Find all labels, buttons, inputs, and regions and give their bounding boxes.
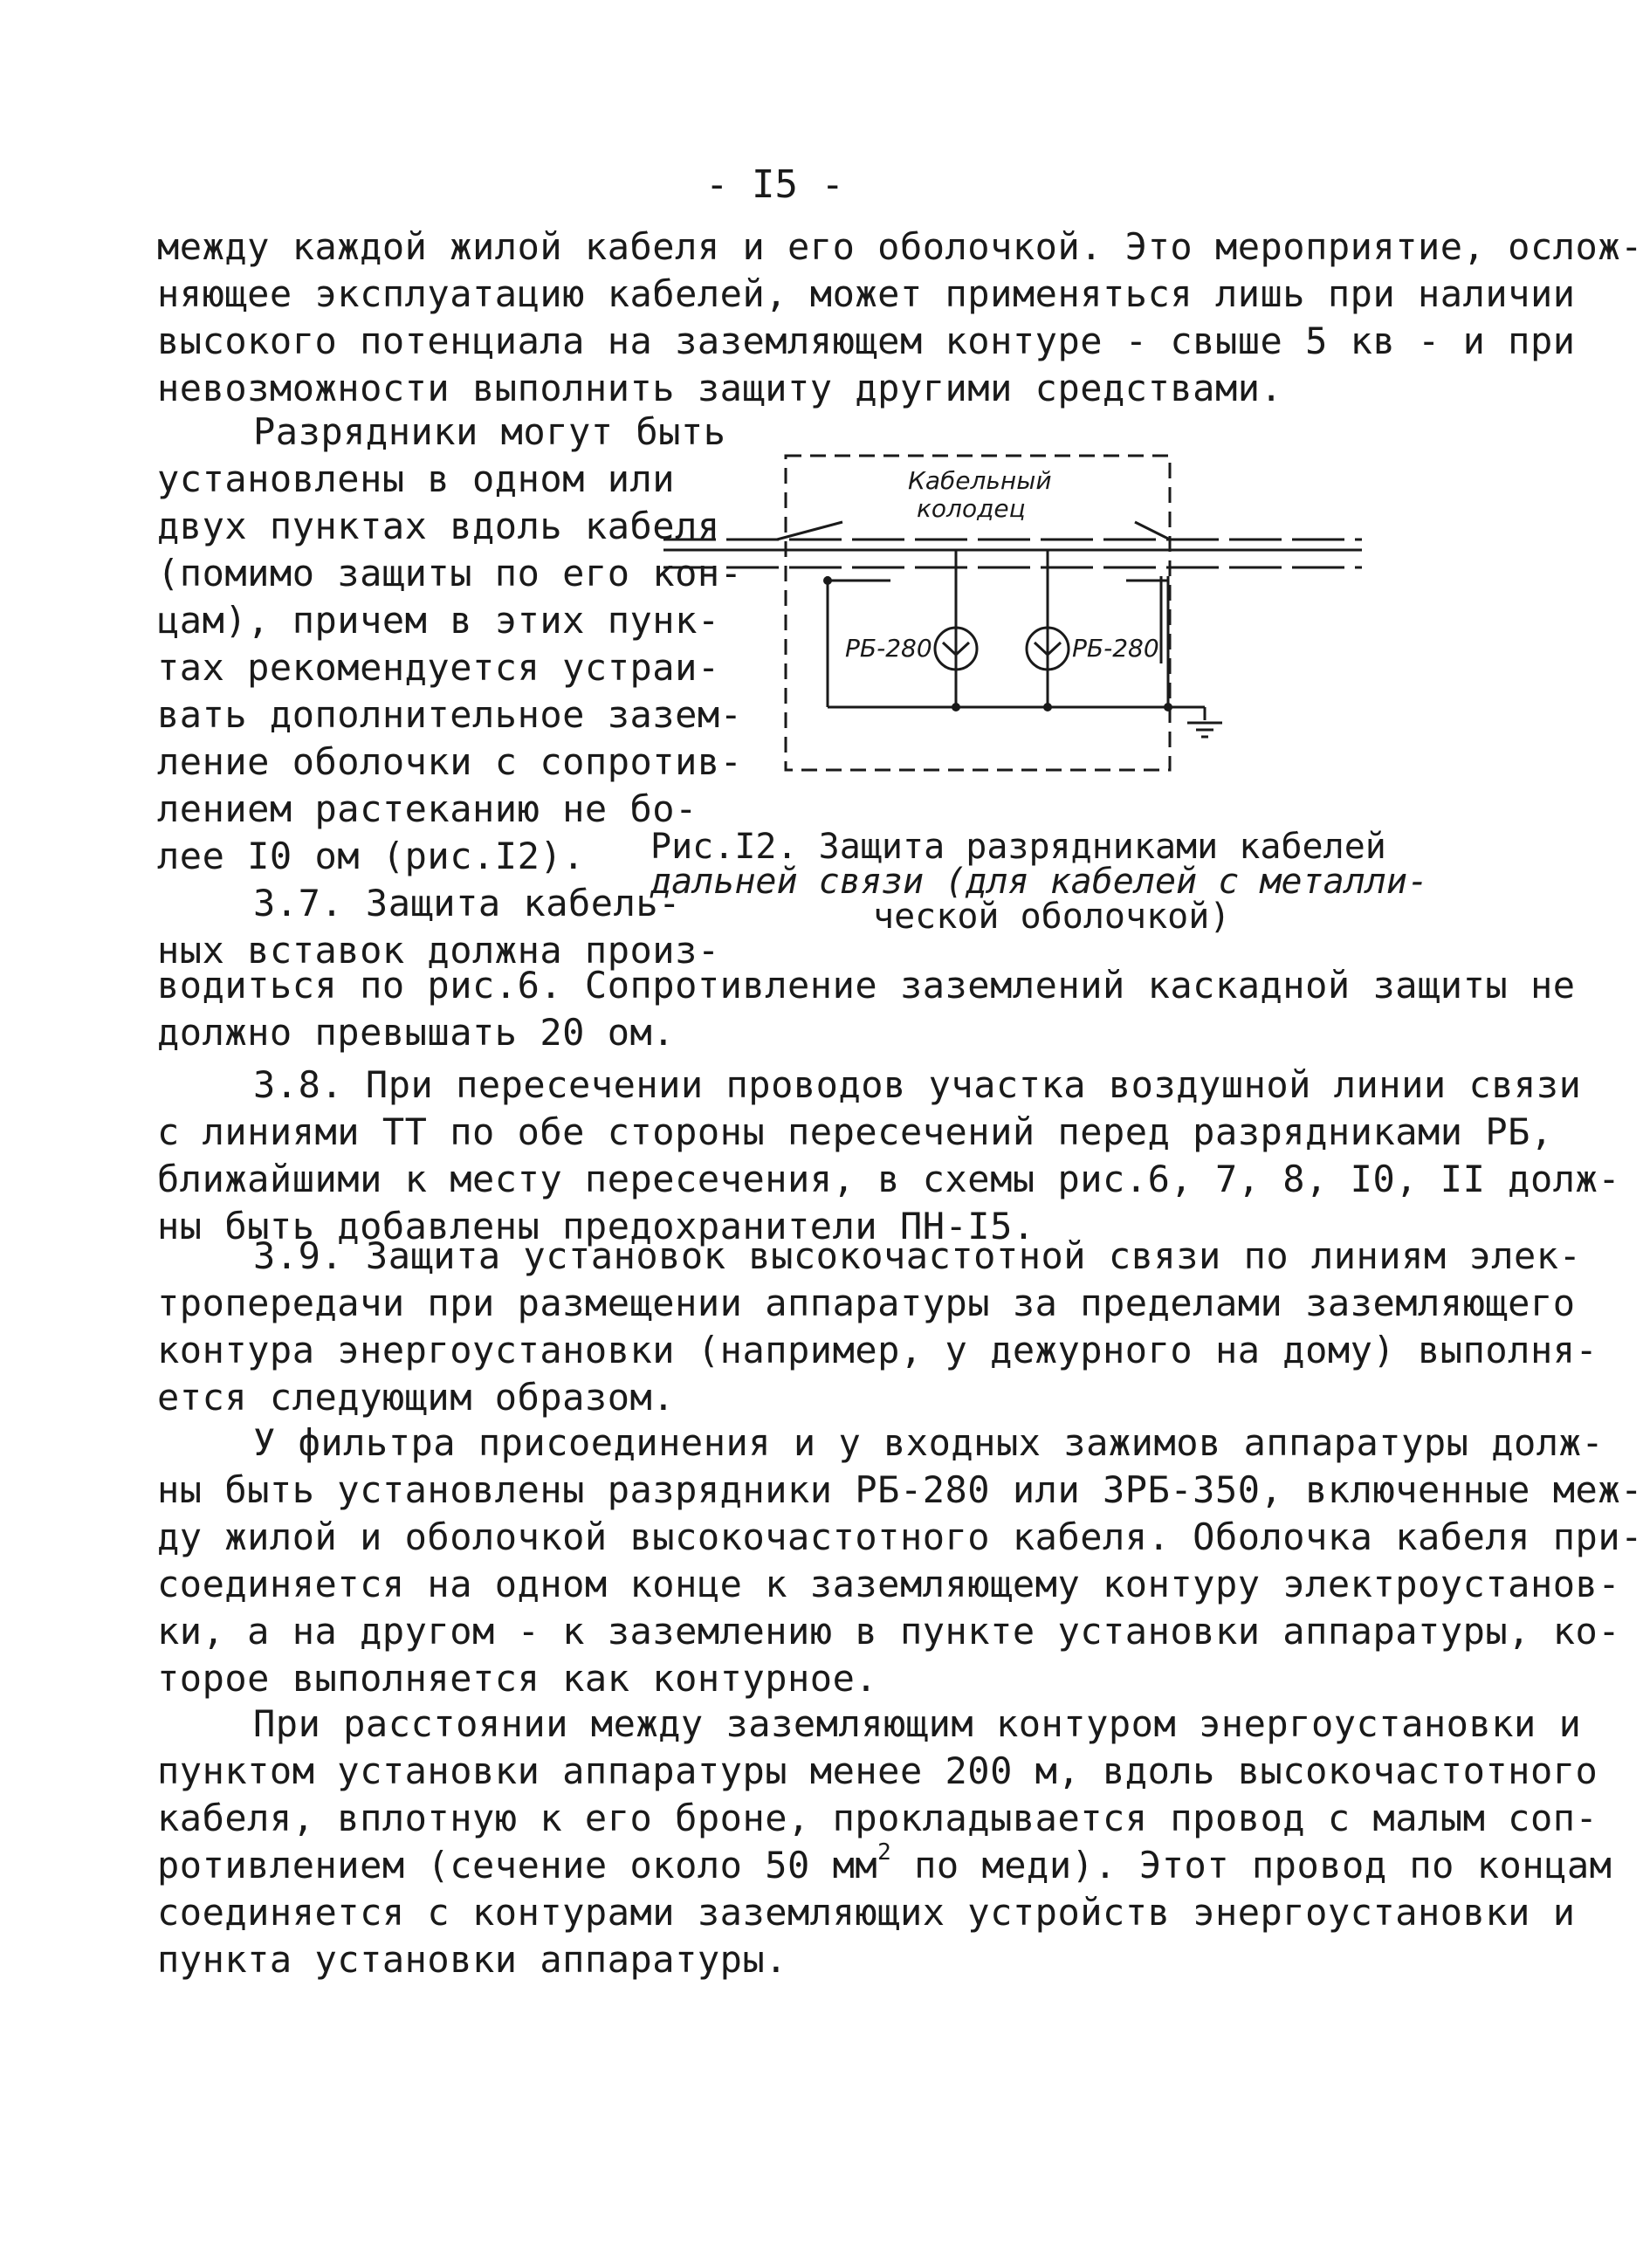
text-line: между каждой жилой кабеля и его оболочкой. Это мероприятие, ослож-: [157, 225, 1643, 268]
text-line: цам), причем в этих пунк-: [157, 599, 720, 642]
well-label-line2: колодец: [917, 494, 1026, 523]
text-line: 3.7. Защита кабель-: [253, 882, 681, 924]
text-line: ки, а на другом - к заземлению в пункте установки аппаратуры, ко-: [157, 1610, 1621, 1653]
text-line: пунктом установки аппаратуры менее 200 м, вдоль высокочастотного: [157, 1749, 1598, 1792]
text-line: ется следующим образом.: [157, 1376, 676, 1419]
text-line: пункта установки аппаратуры.: [157, 1938, 788, 1981]
text-line: (помимо защиты по его кон-: [157, 552, 743, 594]
text-line: лением растеканию не бо-: [157, 787, 698, 830]
caption-line: ческой оболочкой): [873, 897, 1231, 937]
well-label-line1: Кабельный: [908, 466, 1052, 495]
text-line: Разрядники могут быть: [253, 410, 726, 453]
text-line: двух пунктах вдоль кабеля: [157, 505, 720, 547]
arrester-left-label: РБ-280: [845, 634, 932, 663]
text-line: кабеля, вплотную к его броне, прокладывается провод с малым соп-: [157, 1797, 1598, 1839]
text-line: должно превышать 20 ом.: [157, 1011, 676, 1054]
caption-line: Рис.I2. Защита разрядниками кабелей: [650, 827, 1386, 867]
text-line: соединяется с контурами заземляющих устройств энергоустановки и: [157, 1891, 1576, 1934]
text-line: контура энергоустановки (например, у дежурного на дому) выполня-: [157, 1329, 1598, 1371]
text-line: лее I0 ом (рис.I2).: [157, 835, 585, 877]
text-line: установлены в одном или: [157, 457, 676, 500]
text-line: няющее эксплуатацию кабелей, может применяться лишь при наличии: [157, 272, 1576, 315]
text-line: ближайшими к месту пересечения, в схемы рис.6, 7, 8, I0, II долж-: [157, 1158, 1621, 1200]
text-line: При расстоянии между заземляющим контуром энергоустановки и: [253, 1702, 1582, 1745]
text-line: 3.8. При пересечении проводов участка воздушной линии связи: [253, 1063, 1582, 1106]
text-line: тах рекомендуется устраи-: [157, 646, 720, 689]
text-line: водиться по рис.6. Сопротивление заземлений каскадной защиты не: [157, 964, 1576, 1007]
text-line: ление оболочки с сопротив-: [157, 740, 743, 783]
text-line: ны быть установлены разрядники РБ-280 или ЗРБ-350, включенные меж-: [157, 1468, 1643, 1511]
text-line: тропередачи при размещении аппаратуры за пределами заземляющего: [157, 1282, 1576, 1324]
text-line: с линиями ТТ по обе стороны пересечений перед разрядниками РБ,: [157, 1110, 1553, 1153]
figure-cable-well-diagram: [646, 436, 1362, 786]
arrester-right-label: РБ-280: [1072, 634, 1159, 663]
text-line: 3.9. Защита установок высокочастотной связи по линиям элек-: [253, 1234, 1582, 1277]
caption-line: дальней связи (для кабелей с металли-: [650, 862, 1429, 902]
text-line: ротивлением (сечение около 50 $мм^2$ по меди). Этот провод по концам: [157, 1839, 1612, 1887]
text-line: ных вставок должна произ-: [157, 929, 720, 972]
text-line: высокого потенциала на заземляющем контуре - свыше 5 кв - и при: [157, 320, 1576, 362]
text-line: соединяется на одном конце к заземляющему контуру электроустанов-: [157, 1563, 1621, 1605]
text-line: У фильтра присоединения и у входных зажимов аппаратуры долж-: [253, 1421, 1605, 1464]
text-line: торое выполняется как контурное.: [157, 1657, 878, 1700]
text-line: ду жилой и оболочкой высокочастотного кабеля. Оболочка кабеля при-: [157, 1515, 1643, 1558]
text-line: вать дополнительное зазем-: [157, 693, 743, 736]
text-line: невозможности выполнить защиту другими средствами.: [157, 367, 1283, 409]
page-number: - I5 -: [705, 162, 844, 207]
text-line: ны быть добавлены предохранители ПН-I5.: [157, 1205, 1035, 1247]
